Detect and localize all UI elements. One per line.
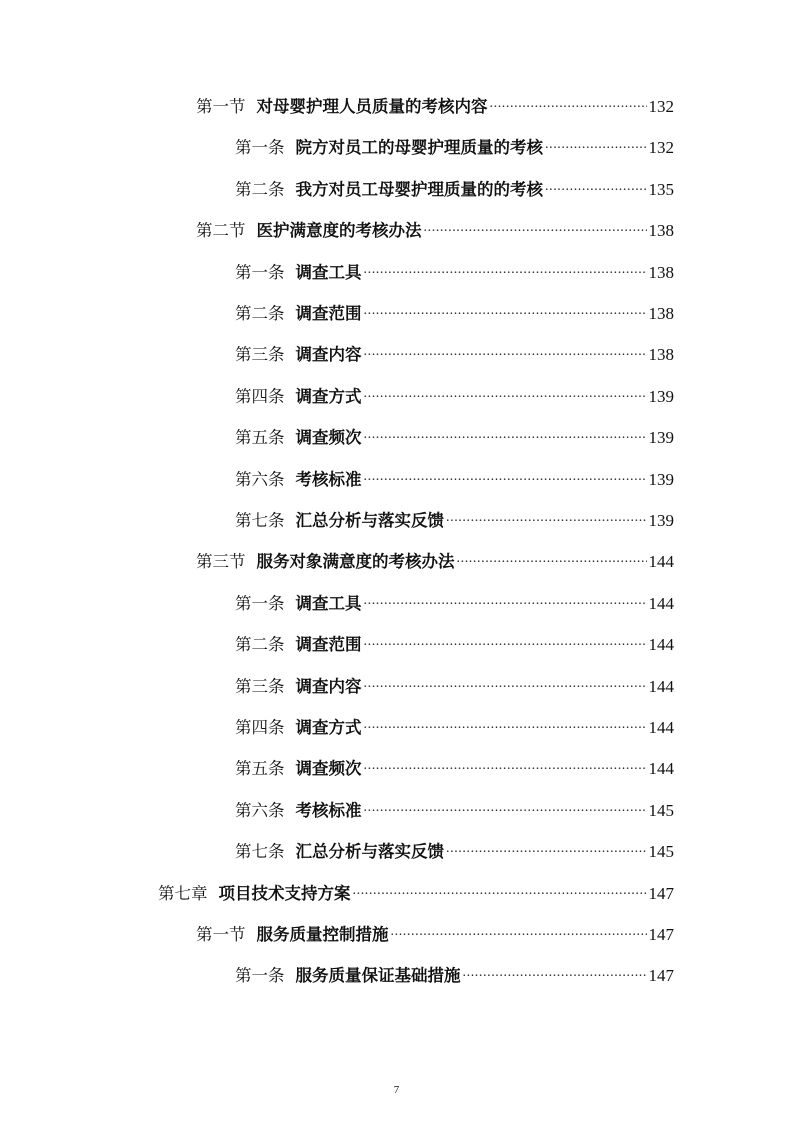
toc-entry-title: 调查范围 xyxy=(295,304,362,323)
toc-entry-article[interactable] xyxy=(235,295,674,325)
dot-leader xyxy=(364,755,647,777)
dot-leader xyxy=(364,259,647,281)
toc-entry-page: 132 xyxy=(648,138,674,158)
toc-entry-number: 第一条 xyxy=(235,966,285,986)
dot-leader xyxy=(364,797,647,819)
toc-entry-section[interactable] xyxy=(196,543,674,573)
toc-entry-article[interactable] xyxy=(235,419,674,449)
toc-entry-title: 汇总分析与落实反馈 xyxy=(295,842,444,862)
toc-entry-title: 对母婴护理人员质量的考核内容 xyxy=(256,97,488,116)
toc-entry-title: 汇总分析与落实反馈 xyxy=(295,511,444,530)
toc-entry-title: 院方对员工的母婴护理质量的考核 xyxy=(295,138,543,158)
toc-entry-article[interactable] xyxy=(235,461,674,491)
toc-entry-title: 项目技术支持方案 xyxy=(218,883,351,903)
toc-entry-number: 第七章 xyxy=(158,883,208,903)
toc-entry-number: 第二条 xyxy=(235,304,285,323)
toc-entry-article[interactable] xyxy=(235,833,674,863)
dot-leader xyxy=(364,590,647,612)
toc-entry-title: 医护满意度的考核办法 xyxy=(256,221,422,241)
toc-entry-number: 第二条 xyxy=(235,635,285,655)
toc-entry-page: 139 xyxy=(648,386,674,406)
toc-entry-title: 调查频次 xyxy=(295,428,362,448)
dot-leader xyxy=(545,134,647,156)
dot-leader xyxy=(424,217,647,239)
toc-entry-number: 第一节 xyxy=(196,925,246,944)
toc-entry-article[interactable] xyxy=(235,129,674,159)
toc-entry-page: 147 xyxy=(648,966,674,986)
dot-leader xyxy=(364,631,647,653)
dot-leader xyxy=(364,300,647,322)
toc-entry-page: 138 xyxy=(648,262,674,282)
toc-entry-page: 132 xyxy=(648,97,674,116)
toc-entry-title: 调查内容 xyxy=(295,345,362,365)
toc-entry-number: 第一条 xyxy=(235,262,285,282)
toc-entry-title: 调查方式 xyxy=(295,718,362,737)
toc-entry-page: 147 xyxy=(648,883,674,903)
toc-entry-article[interactable] xyxy=(235,502,674,532)
toc-entry-page: 145 xyxy=(648,842,674,862)
toc-entry-number: 第六条 xyxy=(235,800,285,820)
toc-entry-page: 138 xyxy=(648,345,674,365)
toc-entry-title: 考核标准 xyxy=(295,469,362,489)
toc-entry-number: 第二节 xyxy=(196,221,246,241)
toc-entry-number: 第五条 xyxy=(235,428,285,448)
toc-entry-article[interactable] xyxy=(235,171,674,201)
dot-leader xyxy=(463,962,647,984)
toc-entry-page: 138 xyxy=(648,221,674,241)
toc-entry-page: 144 xyxy=(648,718,674,737)
toc-entry-article[interactable] xyxy=(235,668,674,698)
toc-entry-title: 服务对象满意度的考核办法 xyxy=(256,552,455,572)
toc-entry-page: 144 xyxy=(648,676,674,696)
toc-entry-article[interactable] xyxy=(235,254,674,284)
toc-entry-article[interactable] xyxy=(235,750,674,780)
dot-leader xyxy=(364,424,647,446)
toc-entry-page: 139 xyxy=(648,511,674,530)
toc-entry-title: 调查内容 xyxy=(295,676,362,696)
toc-entry-article[interactable] xyxy=(235,626,674,656)
toc-entry-number: 第三条 xyxy=(235,345,285,365)
toc-entry-number: 第五条 xyxy=(235,759,285,779)
dot-leader xyxy=(364,383,647,405)
toc-entry-number: 第四条 xyxy=(235,386,285,406)
toc-entry-article[interactable] xyxy=(235,792,674,822)
toc-entry-number: 第三节 xyxy=(196,552,246,572)
dot-leader xyxy=(446,838,647,860)
toc-entry-article[interactable] xyxy=(235,378,674,408)
dot-leader xyxy=(490,93,647,115)
toc-entry-number: 第三条 xyxy=(235,676,285,696)
toc-entry-article[interactable] xyxy=(235,709,674,739)
toc-entry-number: 第七条 xyxy=(235,842,285,862)
toc-entry-section[interactable] xyxy=(196,212,674,242)
toc-entry-section[interactable] xyxy=(196,88,674,118)
toc-entry-title: 考核标准 xyxy=(295,800,362,820)
toc-entry-title: 我方对员工母婴护理质量的的考核 xyxy=(295,179,543,199)
toc-entry-page: 139 xyxy=(648,469,674,489)
dot-leader xyxy=(364,714,647,736)
toc-entry-title: 调查工具 xyxy=(295,593,362,613)
toc-entry-section[interactable] xyxy=(196,916,674,946)
toc-entry-article[interactable] xyxy=(235,336,674,366)
toc-entry-title: 调查频次 xyxy=(295,759,362,779)
toc-entry-title: 服务质量保证基础措施 xyxy=(295,966,461,986)
toc-entry-title: 服务质量控制措施 xyxy=(256,925,389,944)
toc-entry-number: 第四条 xyxy=(235,718,285,737)
toc-entry-page: 135 xyxy=(648,179,674,199)
toc-entry-number: 第一节 xyxy=(196,97,246,116)
toc-entry-page: 144 xyxy=(648,593,674,613)
dot-leader xyxy=(446,507,647,529)
page-number: 7 xyxy=(393,1084,400,1096)
toc-entry-page: 145 xyxy=(648,800,674,820)
toc-entry-number: 第七条 xyxy=(235,511,285,530)
dot-leader xyxy=(353,880,647,902)
toc-entry-article[interactable] xyxy=(235,585,674,615)
toc-entry-page: 147 xyxy=(648,925,674,944)
toc-entry-page: 138 xyxy=(648,304,674,323)
toc-entry-title: 调查方式 xyxy=(295,386,362,406)
toc-entry-number: 第六条 xyxy=(235,469,285,489)
dot-leader xyxy=(364,673,647,695)
toc-entry-page: 144 xyxy=(648,635,674,655)
toc-entry-title: 调查工具 xyxy=(295,262,362,282)
toc-entry-number: 第二条 xyxy=(235,179,285,199)
dot-leader xyxy=(391,921,647,943)
toc-entry-page: 144 xyxy=(648,759,674,779)
dot-leader xyxy=(457,548,647,570)
dot-leader xyxy=(364,466,647,488)
dot-leader xyxy=(364,341,647,363)
toc-entry-number: 第一条 xyxy=(235,138,285,158)
toc-entry-article[interactable] xyxy=(235,957,674,987)
dot-leader xyxy=(545,176,647,198)
toc-entry-number: 第一条 xyxy=(235,593,285,613)
toc-entry-title: 调查范围 xyxy=(295,635,362,655)
toc-entry-chapter[interactable] xyxy=(158,875,674,905)
toc-entry-page: 144 xyxy=(648,552,674,572)
toc-entry-page: 139 xyxy=(648,428,674,448)
